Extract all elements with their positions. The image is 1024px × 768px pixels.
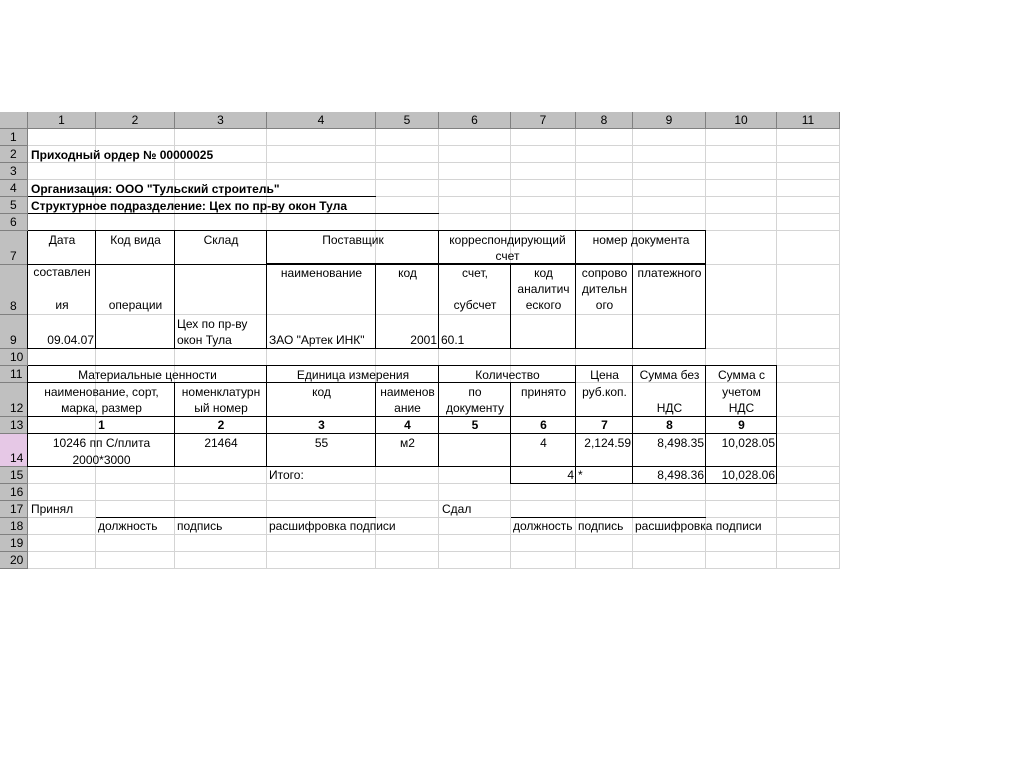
gridline-v <box>705 129 706 569</box>
gridline-h <box>28 568 840 569</box>
row-header-11[interactable]: 11 <box>0 366 28 383</box>
column-number-7: 7 <box>601 418 608 432</box>
header-materials: Материальные ценности <box>78 368 217 382</box>
cell-border <box>575 467 576 484</box>
header-payment: платежного <box>637 266 702 280</box>
column-header-4[interactable]: 4 <box>267 112 376 129</box>
cell-border <box>705 231 706 349</box>
row-header-6[interactable]: 6 <box>0 214 28 231</box>
gridline-h <box>28 534 840 535</box>
header-unit-code: код <box>312 385 331 399</box>
gridline-v <box>438 129 439 569</box>
column-header-6[interactable]: 6 <box>439 112 511 129</box>
position-caption-2: должность <box>513 519 573 533</box>
row-header-14[interactable]: 14 <box>0 434 28 467</box>
header-qty: Количество <box>475 368 540 382</box>
column-number-3: 3 <box>318 418 325 432</box>
header-mat-name2: марка, размер <box>61 401 142 415</box>
gridline-v <box>632 129 633 569</box>
header-accomp3: ого <box>595 298 614 312</box>
cell-border <box>776 467 777 484</box>
cell-border <box>266 231 267 349</box>
gridline-v <box>776 129 777 569</box>
item-unit-name: м2 <box>400 436 415 450</box>
cell-border <box>28 365 777 366</box>
header-date-sub1: составлен <box>33 265 91 279</box>
item-sum-vat: 10,028.05 <box>721 436 775 450</box>
row-header-3[interactable]: 3 <box>0 163 28 180</box>
signature-caption: подпись <box>177 519 223 533</box>
column-header-8[interactable]: 8 <box>576 112 633 129</box>
header-price-unit: руб.коп. <box>582 385 627 399</box>
gridline-h <box>28 500 840 501</box>
item-nomen: 21464 <box>204 436 238 450</box>
accepted-label: Принял <box>31 502 74 516</box>
header-corr-account: корреспондирующий <box>449 233 566 247</box>
decode-caption-2: расшифровка подписи <box>635 519 762 533</box>
row-header-12[interactable]: 12 <box>0 383 28 417</box>
item-unit-code: 55 <box>314 436 329 450</box>
document-title: Приходный ордер № 00000025 <box>31 148 214 162</box>
cell-border <box>95 231 96 349</box>
header-date: Дата <box>48 233 76 247</box>
column-header-10[interactable]: 10 <box>706 112 777 129</box>
header-sum-novat1: Сумма без <box>639 368 700 382</box>
row-header-2[interactable]: 2 <box>0 146 28 163</box>
row-header-4[interactable]: 4 <box>0 180 28 197</box>
header-date-sub2: ия <box>55 298 69 312</box>
header-supplier: Поставщик <box>322 233 384 247</box>
header-supplier-code: код <box>398 266 417 280</box>
item-name1: 10246 пп С/плита <box>52 436 151 450</box>
column-number-9: 9 <box>738 418 745 432</box>
header-accomp1: сопрово <box>581 266 628 280</box>
header-subaccount: субсчет <box>453 298 497 312</box>
row-header-5[interactable]: 5 <box>0 197 28 214</box>
column-header-9[interactable]: 9 <box>633 112 706 129</box>
header-qty-recv: принято <box>520 385 567 399</box>
gridline-h <box>28 145 840 146</box>
header-account: счет, <box>462 266 488 280</box>
row-header-7[interactable]: 7 <box>0 231 28 265</box>
row-header-10[interactable]: 10 <box>0 349 28 366</box>
row-header-16[interactable]: 16 <box>0 484 28 501</box>
cell-border <box>511 483 777 484</box>
gridline-v <box>839 129 840 569</box>
total-sum-novat: 8,498.36 <box>657 468 704 482</box>
signature-caption-2: подпись <box>578 519 624 533</box>
column-header-2[interactable]: 2 <box>96 112 175 129</box>
total-qty: 4 <box>567 468 574 482</box>
cell-border <box>28 433 777 434</box>
cell-supplier-name: ЗАО "Артек ИНК" <box>269 333 365 347</box>
row-header-19[interactable]: 19 <box>0 535 28 552</box>
gridline-v <box>575 129 576 569</box>
column-header-1[interactable]: 1 <box>28 112 96 129</box>
column-number-4: 4 <box>404 418 411 432</box>
gridline-h <box>28 551 840 552</box>
row-header-8[interactable]: 8 <box>0 265 28 315</box>
gridline-v <box>375 129 376 569</box>
header-optype-sub: операции <box>108 298 163 312</box>
header-mat-name1: наименование, сорт, <box>44 385 159 399</box>
row-header-1[interactable]: 1 <box>0 129 28 146</box>
total-sum-vat: 10,028.06 <box>721 468 775 482</box>
header-accomp2: дительн <box>581 282 628 296</box>
cell-warehouse1: Цех по пр-ву <box>177 317 248 331</box>
department-label: Структурное подразделение: Цех по пр-ву окон Тула <box>31 199 347 213</box>
cell-date: 09.04.07 <box>47 333 94 347</box>
organization-label: Организация: ООО "Тульский строитель" <box>31 182 280 196</box>
select-all-corner[interactable] <box>0 112 28 129</box>
column-header-5[interactable]: 5 <box>376 112 439 129</box>
gridline-h <box>28 179 840 180</box>
header-unit-name1: наименов <box>380 385 435 399</box>
column-number-8: 8 <box>666 418 673 432</box>
header-nomen2: ый номер <box>194 401 248 415</box>
header-docnum: номер документа <box>592 233 690 247</box>
spreadsheet-grid[interactable] <box>0 112 840 581</box>
header-price: Цена <box>590 368 619 382</box>
cell-supplier-code: 2001 <box>410 333 437 347</box>
header-nomen1: номенклатурн <box>181 385 261 399</box>
header-warehouse: Склад <box>203 233 239 247</box>
position-caption: должность <box>98 519 158 533</box>
row-header-9[interactable]: 9 <box>0 315 28 349</box>
header-optype: Код вида <box>110 233 161 247</box>
item-qty-recv: 4 <box>540 436 547 450</box>
header-supplier-name: наименование <box>280 266 363 280</box>
row-header-15[interactable]: 15 <box>0 467 28 484</box>
header-qty-doc2: документу <box>445 401 505 415</box>
total-label: Итого: <box>269 468 304 482</box>
header-unit: Единица измерения <box>296 368 410 382</box>
column-header-3[interactable]: 3 <box>175 112 267 129</box>
total-price: * <box>578 468 583 482</box>
header-analytic2: аналитич <box>517 282 570 296</box>
header-analytic3: еского <box>525 298 562 312</box>
row-header-18[interactable]: 18 <box>0 518 28 535</box>
row-header-20[interactable]: 20 <box>0 552 28 569</box>
row-header-17[interactable]: 17 <box>0 501 28 518</box>
column-number-5: 5 <box>471 418 479 432</box>
handed-label: Сдал <box>442 502 472 516</box>
header-sum-novat2: НДС <box>656 401 683 415</box>
gridline-h <box>28 314 840 315</box>
header-qty-doc1: по <box>468 385 482 399</box>
column-number-6: 6 <box>540 418 547 432</box>
column-header-7[interactable]: 7 <box>511 112 576 129</box>
header-sum-vat3: НДС <box>728 401 755 415</box>
column-number-1: 1 <box>98 418 105 432</box>
item-name2: 2000*3000 <box>72 453 131 467</box>
gridline-v <box>510 129 511 569</box>
item-price: 2,124.59 <box>584 436 631 450</box>
decode-caption: расшифровка подписи <box>269 519 396 533</box>
column-header-11[interactable]: 11 <box>777 112 840 129</box>
header-unit-name2: ание <box>394 401 421 415</box>
cell-border <box>174 231 175 349</box>
header-sum-vat1: Сумма с <box>717 368 766 382</box>
cell-border <box>28 348 706 349</box>
header-sum-vat2: учетом <box>722 385 761 399</box>
header-corr-account2: счет <box>495 249 520 263</box>
item-sum-novat: 8,498.35 <box>657 436 704 450</box>
cell-account: 60.1 <box>441 333 465 347</box>
header-analytic1: код <box>534 266 553 280</box>
cell-border <box>28 230 706 231</box>
cell-warehouse2: окон Тула <box>177 333 232 347</box>
column-number-2: 2 <box>217 418 225 432</box>
row-header-13[interactable]: 13 <box>0 417 28 434</box>
